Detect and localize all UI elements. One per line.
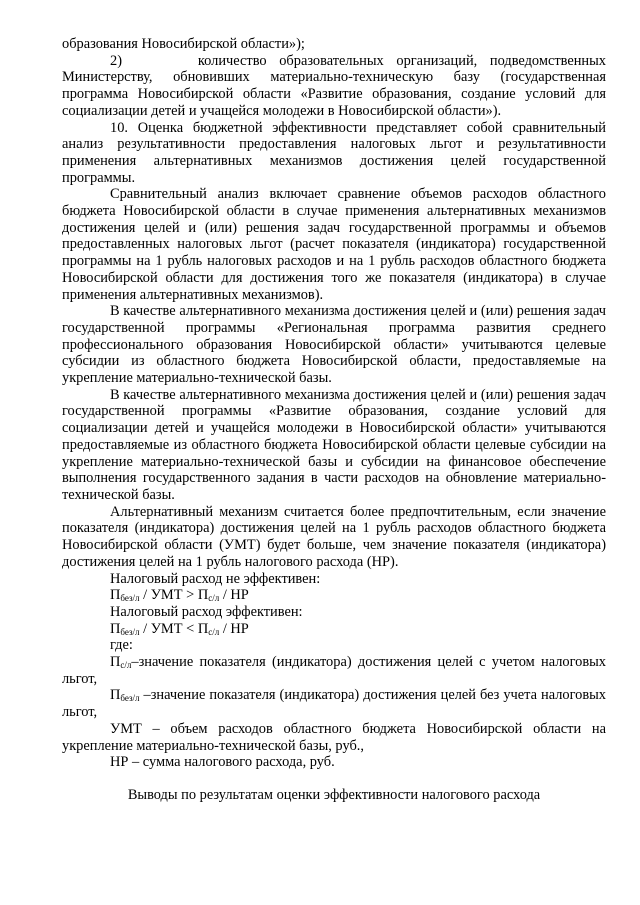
section-heading: Выводы по результатам оценки эффективности налогового расхода <box>127 786 541 803</box>
paragraph-preference: Альтернативный механизм считается более предпочтительным, если значение показателя (индикатора) достижения целей на 1 рубль расходов областного бюджета Новосибирской области (УМТ) будет больше, чем значение показателя (индикатора) достижения целей на 1 рубль налогового расхода (НР). <box>62 503 606 570</box>
where-label: где: <box>110 637 133 654</box>
definition-nr: НР – сумма налогового расхода, руб. <box>110 754 335 771</box>
definition-with-benefits: $П_{с/л}$–значение показателя (индикатора) достижения целей с учетом налоговых льгот, <box>62 654 606 687</box>
effective-label: Налоговый расход эффективен: <box>110 603 303 620</box>
paragraph-10: 10. Оценка бюджетной эффективности представляет собой сравнительный анализ результативности предоставления налоговых льгот и результативности применения альтернативных механизмов достижения целей государственной программы. <box>62 119 606 186</box>
formula-not-effective: $П_{без/л}$ / УМТ > $П_{с/л}$ / НР <box>110 587 249 604</box>
definition-umt: УМТ – объем расходов областного бюджета Новосибирской области на укрепление материально-технической базы, руб., <box>62 720 606 754</box>
formula-effective: $П_{без/л}$ / УМТ < $П_{с/л}$ / НР <box>110 620 249 637</box>
not-effective-label: Налоговый расход не эффективен: <box>110 570 321 587</box>
paragraph-alternative-2: В качестве альтернативного механизма достижения целей и (или) решения задач государственной программы «Развитие образования, создание условий для социализации детей и учащейся молодежи в Новосибирской области» учитываются предоставляемые из областного бюджета Новосибирской области целевые субсидии на укрепление материально-технической базы и субсидии на финансовое обеспечение выполнения государственного задания в части расходов на обновление материально-технической базы. <box>62 386 606 503</box>
document-page <box>62 36 606 804</box>
paragraph-fragment: образования Новосибирской области»); <box>62 36 305 52</box>
list-item-2: 2) количество образовательных организаций, подведомственных Министерству, обновивших материально-техническую базу (государственная программа Новосибирской области «Развитие образования, создание условий для социализации детей и учащейся молодежи в Новосибирской области»). <box>62 52 606 119</box>
paragraph-comparison: Сравнительный анализ включает сравнение объемов расходов областного бюджета Новосибирской области в случае применения альтернативных механизмов достижения целей и (или) решения задач государственной программы и объемов предоставленных налоговых льгот (расчет показателя (индикатора) государственной программы на 1 рубль налоговых расходов и на 1 рубль расходов областного бюджета Новосибирской области для достижения того же показателя (индикатора) в случае применения альтернативных механизмов). <box>62 186 606 303</box>
definition-without-benefits: $П_{без/л}$ –значение показателя (индикатора) достижения целей без учета налоговых льгот, <box>62 687 606 721</box>
paragraph-alternative-1: В качестве альтернативного механизма достижения целей и (или) решения задач государственной программы «Региональная программа развития среднего профессионального образования Новосибирской области» учитываются целевые субсидии из областного бюджета Новосибирской области, предоставляемые на укрепление материально-технической базы. <box>62 303 606 387</box>
